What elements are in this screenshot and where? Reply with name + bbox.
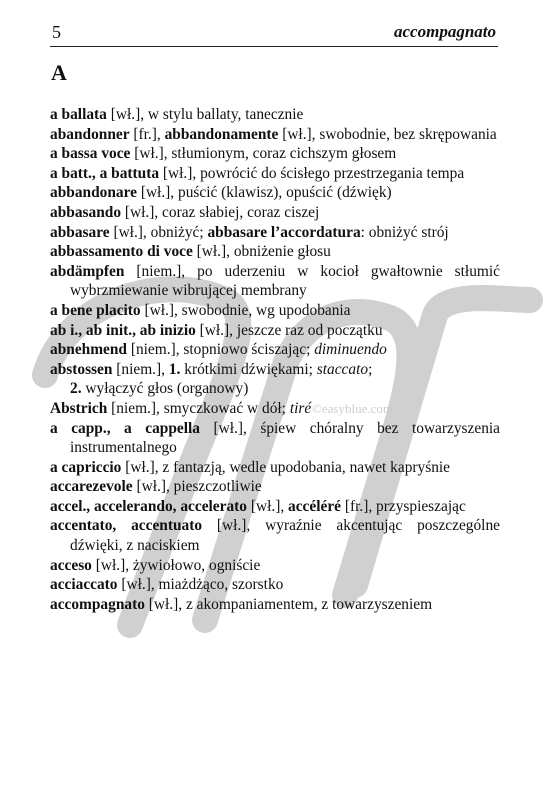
- entry-headword: abbassamento di voce: [50, 243, 193, 261]
- dictionary-entry: [50, 477, 500, 497]
- dictionary-entry: [50, 105, 500, 125]
- entry-text: [fr.], przyspieszając: [341, 497, 466, 515]
- dictionary-entry: [50, 575, 500, 595]
- entry-text: [wł.], pieszczotliwie: [132, 478, 262, 496]
- entry-headword: 1.: [168, 360, 181, 378]
- entry-text: [niem.], smyczkować w dół;: [107, 399, 290, 417]
- entry-headword: Abstrich: [50, 399, 108, 417]
- entry-headword: acciaccato: [50, 576, 118, 594]
- entry-headword: a capriccio: [50, 458, 122, 476]
- dictionary-entry: [50, 360, 500, 399]
- entry-headword: a bassa voce: [50, 145, 131, 163]
- entry-text: [wł.], stłumionym, coraz cichszym głosem: [130, 145, 397, 163]
- entry-text: [wł.], swobodnie, wg upodobania: [140, 301, 351, 319]
- dictionary-entry: [50, 595, 500, 615]
- dictionary-entries: [50, 105, 500, 614]
- entry-headword: abdämpfen: [50, 262, 125, 280]
- entry-text: [fr.],: [129, 125, 165, 143]
- entry-headword: acceso: [50, 556, 92, 574]
- dictionary-entry: [50, 203, 500, 223]
- entry-text: wyłączyć głos (organowy): [81, 380, 249, 398]
- entry-headword: abandonner: [50, 125, 130, 143]
- dictionary-entry: [50, 497, 500, 517]
- entry-headword: abbasare l’accordatura: [207, 223, 361, 241]
- section-letter: A: [51, 60, 67, 85]
- entry-text: [wł.], miażdżąco, szorstko: [117, 576, 284, 594]
- entry-headword: abbasando: [50, 203, 122, 221]
- dictionary-entry: [50, 340, 500, 360]
- running-head: accompagnato: [394, 22, 496, 41]
- entry-text: : obniżyć strój: [360, 223, 449, 241]
- entry-headword: ab i., ab init., ab inizio: [50, 321, 196, 339]
- entry-text: [wł.], coraz słabiej, coraz ciszej: [121, 203, 320, 221]
- entry-term: staccato: [316, 360, 369, 378]
- dictionary-entry: [50, 242, 500, 262]
- page-number: 5: [52, 22, 61, 42]
- entry-headword: abbasare: [50, 223, 110, 241]
- watermark-text: ©easyblue.com: [312, 401, 393, 416]
- dictionary-entry: [50, 516, 500, 555]
- dictionary-entry: [50, 262, 500, 301]
- entry-text: [wł.], z fantazją, wedle upodobania, nawet kapryśnie: [121, 458, 451, 476]
- entry-text: [wł.], swobodnie, bez skrępowania: [278, 125, 497, 143]
- entry-text: [wł.], puścić (klawisz), opuścić (dźwięk): [136, 184, 392, 202]
- entry-text: krótkimi dźwiękami;: [180, 360, 317, 378]
- dictionary-entry: [50, 144, 500, 164]
- dictionary-entry: [50, 183, 500, 203]
- dictionary-entry: [50, 419, 500, 458]
- entry-text: [wł.], powrócić do ścisłego przestrzegania tempa: [159, 164, 465, 182]
- entry-text: [wł.], jeszcze raz od początku: [195, 321, 383, 339]
- entry-headword: accel., accelerando, accelerato: [50, 497, 247, 515]
- dictionary-entry: [50, 458, 500, 478]
- dictionary-entry: [50, 223, 500, 243]
- entry-term: diminuendo: [314, 341, 387, 359]
- entry-headword: a batt., a battuta: [50, 164, 160, 182]
- entry-headword: accentato, accentuato: [50, 517, 203, 535]
- entry-headword: abbandonare: [50, 184, 137, 202]
- entry-headword: a capp., a cappella: [50, 419, 200, 437]
- page-header: [50, 22, 498, 47]
- dictionary-entry: [50, 321, 500, 341]
- entry-term: tiré: [289, 399, 312, 417]
- entry-headword: abnehmend: [50, 341, 127, 359]
- entry-text: [wł.], wyraźnie akcentując poszczególne dźwięki, z naciskiem: [70, 517, 500, 555]
- entry-headword: accarezevole: [50, 478, 133, 496]
- entry-text: [niem.], po uderzeniu w kocioł gwałtownie stłumić wybrzmiewanie wibrującej membrany: [70, 262, 500, 300]
- dictionary-entry: [50, 164, 500, 184]
- entry-text: [wł.], w stylu ballaty, tanecznie: [106, 106, 304, 123]
- entry-headword: a ballata: [50, 106, 107, 123]
- entry-headword: abstossen: [50, 360, 113, 378]
- entry-text: [wł.],: [246, 497, 289, 515]
- entry-headword: abbandonamente: [164, 125, 279, 143]
- entry-text: [wł.], obniżyć;: [109, 223, 208, 241]
- dictionary-entry: [50, 301, 500, 321]
- entry-headword: accompagnato: [50, 595, 145, 613]
- entry-text: [wł.], obniżenie głosu: [192, 243, 331, 261]
- dictionary-entry: [50, 399, 500, 419]
- entry-text: [wł.], śpiew chóralny bez towarzyszenia instrumentalnego: [70, 419, 500, 457]
- entry-headword: accéléré: [288, 497, 341, 515]
- entry-text: [niem.],: [112, 360, 169, 378]
- entry-text: [wł.], z akompaniamentem, z towarzyszeniem: [144, 595, 433, 613]
- dictionary-entry: [50, 125, 500, 145]
- entry-text: [wł.], żywiołowo, ogniście: [91, 556, 261, 574]
- entry-text: ;: [368, 360, 373, 378]
- entry-headword: 2.: [70, 380, 82, 398]
- entry-text: [niem.], stopniowo ściszając;: [126, 341, 315, 359]
- entry-headword: a bene placito: [50, 301, 141, 319]
- dictionary-entry: [50, 556, 500, 576]
